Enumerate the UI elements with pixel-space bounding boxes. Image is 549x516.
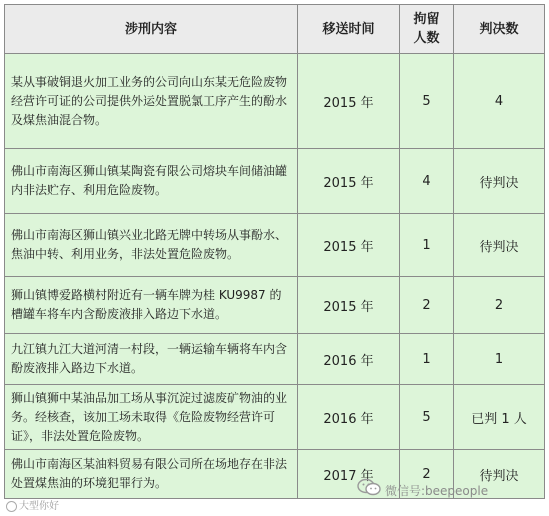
weibo-watermark — [6, 497, 59, 512]
transfer-year: 2015 年 — [298, 54, 400, 149]
verdict-count: 2 — [454, 277, 545, 334]
weibo-watermark-text: 大型你好 — [19, 501, 59, 512]
transfer-year: 2015 年 — [298, 277, 400, 334]
header-transfer-time: 移送时间 — [298, 5, 400, 54]
table-row — [5, 277, 545, 334]
header-row — [5, 5, 545, 54]
transfer-year: 2015 年 — [298, 214, 400, 277]
transfer-year: 2017 年 — [298, 450, 400, 499]
case-content: 狮山镇狮中某油品加工场从事沉淀过滤废矿物油的业务。经核查，该加工场未取得《危险废物经营许可证》，非法处置危险废物。 — [5, 385, 298, 450]
transfer-year: 2016 年 — [298, 334, 400, 385]
detained-count: 1 — [400, 214, 454, 277]
verdict-count: 待判决 — [454, 149, 545, 214]
case-content: 佛山市南海区狮山镇兴业北路无牌中转场从事酚水、焦油中转、利用业务，非法处置危险废物。 — [5, 214, 298, 277]
detained-count: 1 — [400, 334, 454, 385]
table-row — [5, 214, 545, 277]
table-row — [5, 385, 545, 450]
verdict-count: 已判 1 人 — [454, 385, 545, 450]
case-content: 九江镇九江大道河清一村段，一辆运输车辆将车内含酚废液排入路边下水道。 — [5, 334, 298, 385]
transfer-year: 2016 年 — [298, 385, 400, 450]
table-row — [5, 54, 545, 149]
detained-count: 2 — [400, 450, 454, 499]
header-content: 涉刑内容 — [5, 5, 298, 54]
weibo-icon — [6, 501, 17, 512]
verdict-count: 4 — [454, 54, 545, 149]
case-table — [4, 4, 545, 499]
verdict-count: 待判决 — [454, 450, 545, 499]
detained-count: 5 — [400, 54, 454, 149]
verdict-count: 待判决 — [454, 214, 545, 277]
wechat-watermark: 微信号:beepeople — [385, 484, 489, 498]
header-verdict-count: 判决数 — [454, 5, 545, 54]
case-content: 佛山市南海区狮山镇某陶瓷有限公司熔块车间储油罐内非法贮存、利用危险废物。 — [5, 149, 298, 214]
detained-count: 4 — [400, 149, 454, 214]
case-content: 某从事破铜退火加工业务的公司向山东某无危险废物经营许可证的公司提供外运处置脱氯工序产生的酚水及煤焦油混合物。 — [5, 54, 298, 149]
case-content: 佛山市南海区某油料贸易有限公司所在场地存在非法处置煤焦油的环境犯罪行为。 — [5, 450, 298, 499]
detained-count: 5 — [400, 385, 454, 450]
detained-count: 2 — [400, 277, 454, 334]
transfer-year: 2015 年 — [298, 149, 400, 214]
wechat-icon — [356, 478, 382, 496]
table-row — [5, 334, 545, 385]
header-detained-count: 拘留人数 — [400, 5, 454, 54]
verdict-count: 1 — [454, 334, 545, 385]
case-content: 狮山镇博爱路横村附近有一辆车牌为桂 KU9987 的槽罐车将车内含酚废液排入路边下水道。 — [5, 277, 298, 334]
table-row — [5, 149, 545, 214]
